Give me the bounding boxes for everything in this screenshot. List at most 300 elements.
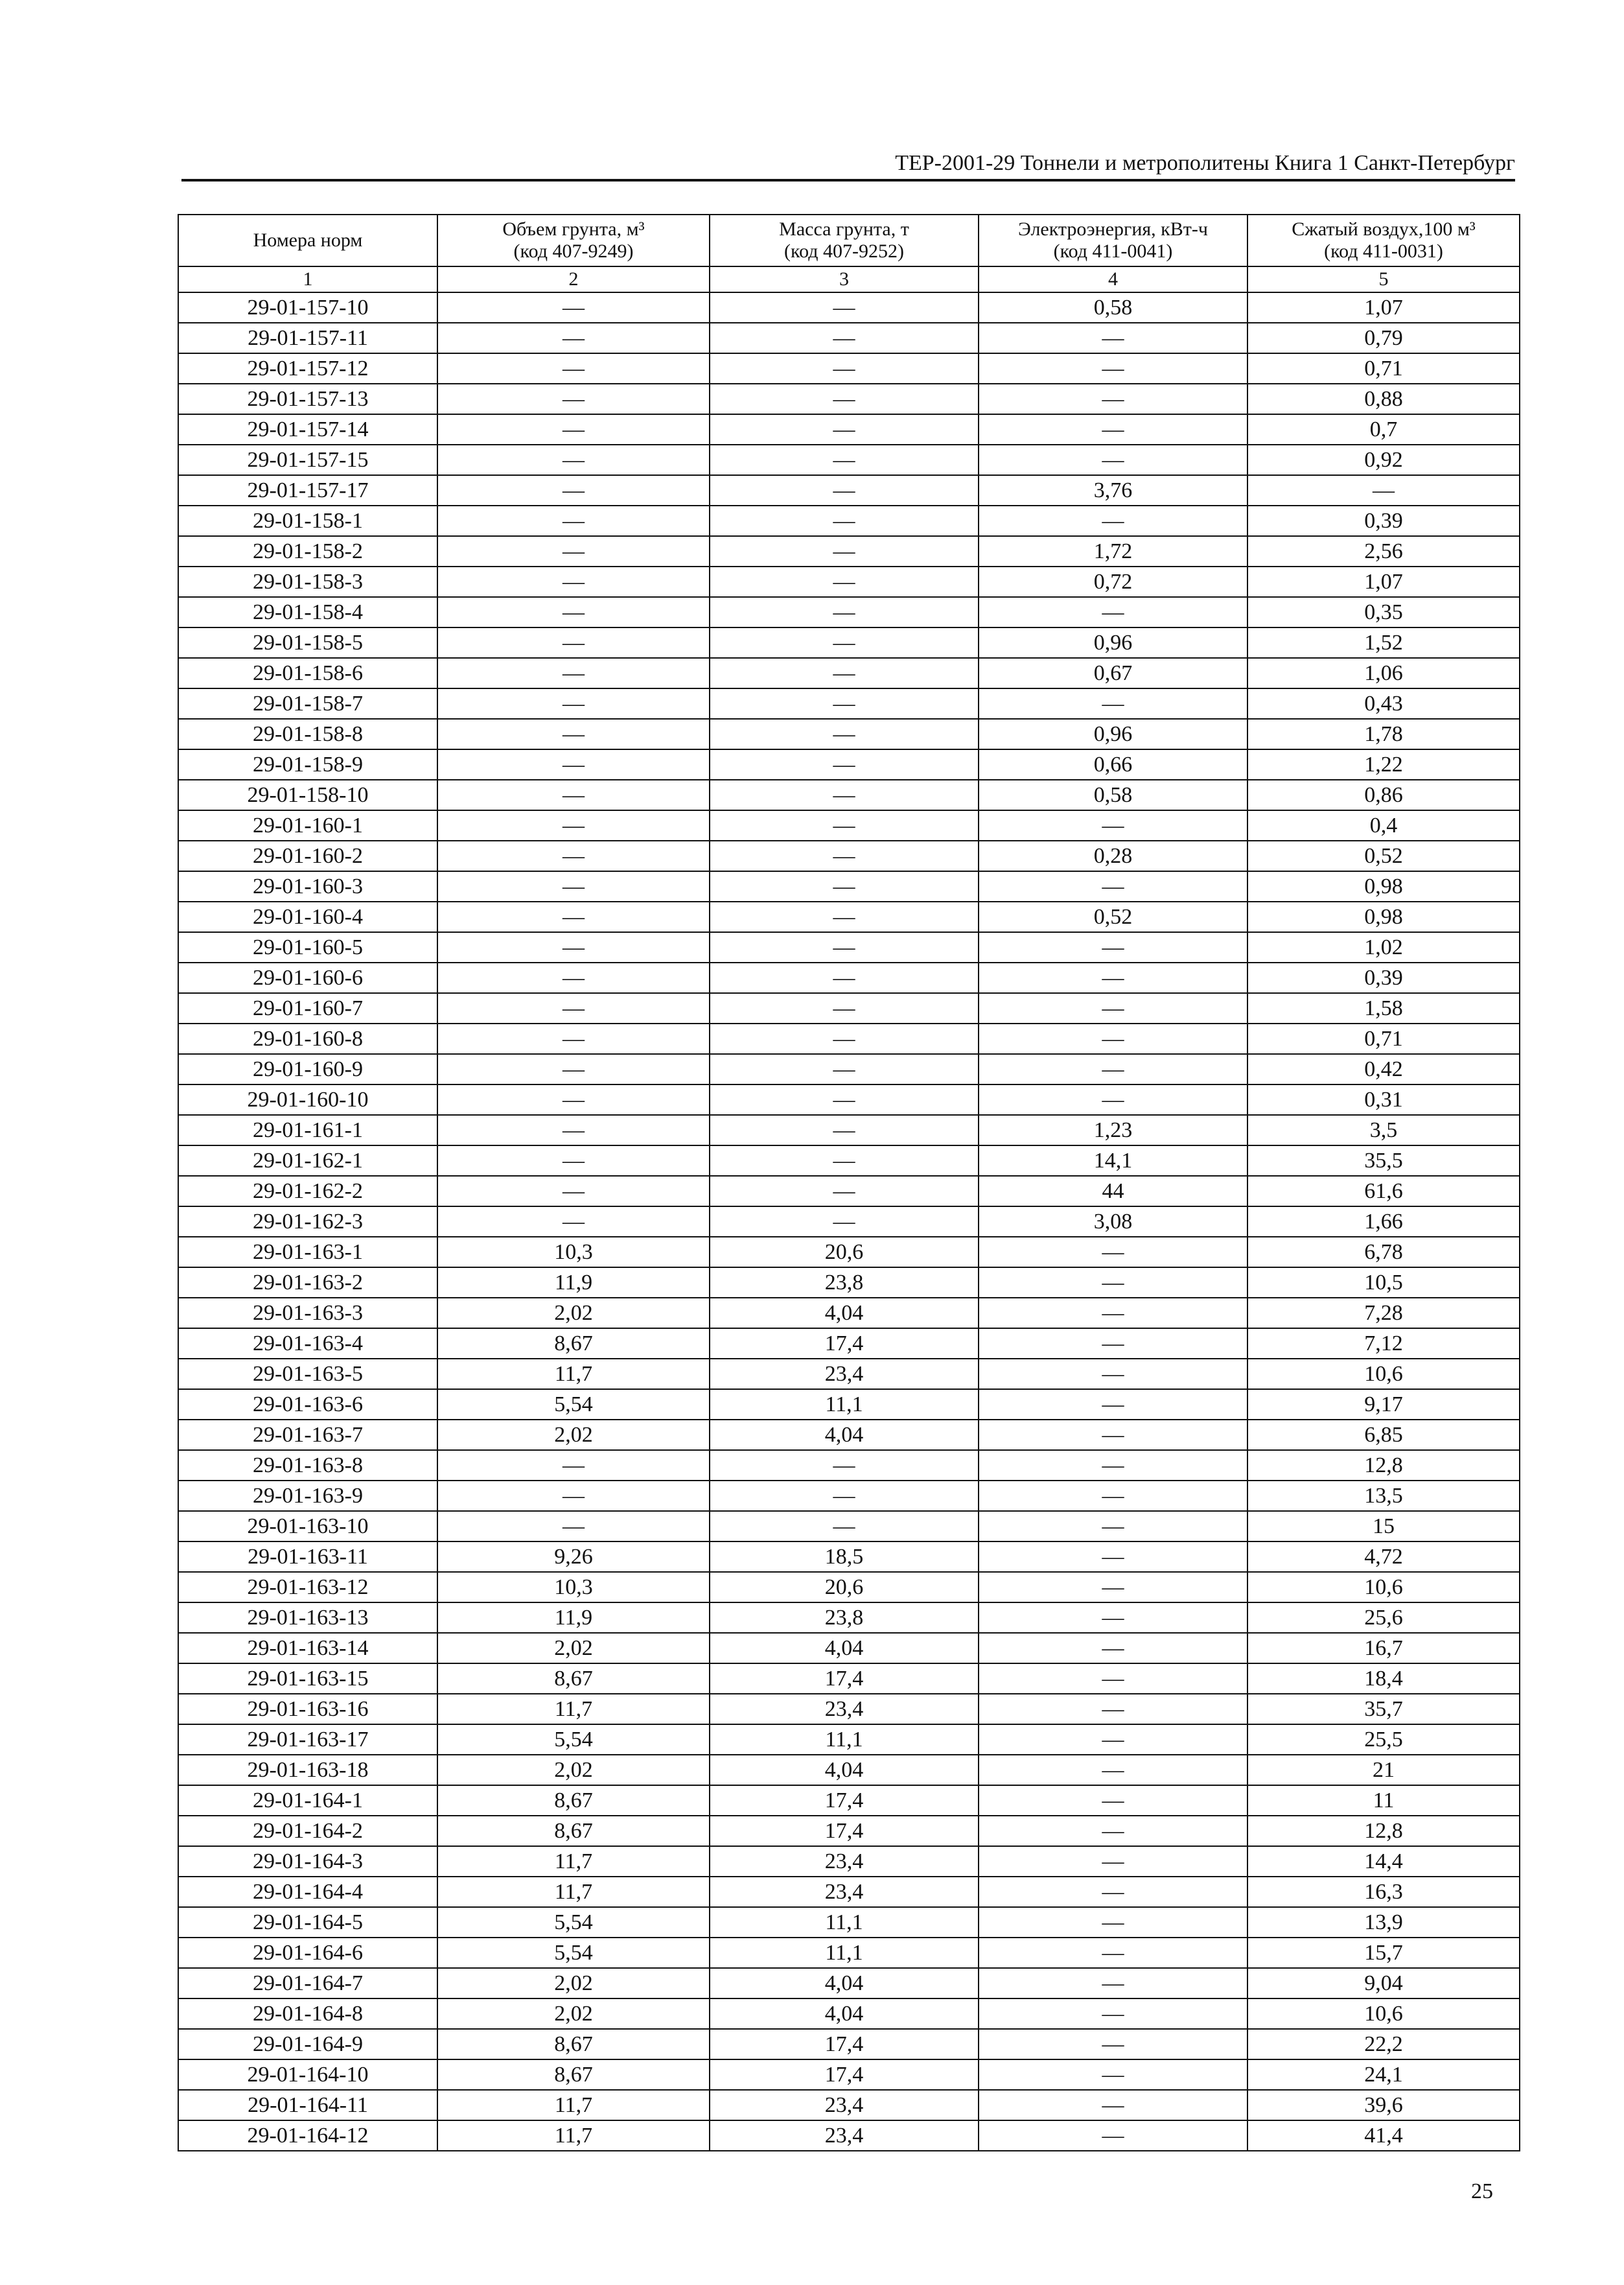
table-row [178, 1084, 1520, 1115]
table-row [178, 1724, 1520, 1755]
soil-mass-cell: — [710, 1024, 979, 1054]
soil-mass-cell: 23,4 [710, 1846, 979, 1877]
table-row [178, 1328, 1520, 1359]
compressed-air-cell: 6,78 [1247, 1237, 1520, 1267]
soil-volume-cell: — [437, 871, 710, 902]
norm-number-cell: 29-01-160-4 [178, 902, 437, 932]
soil-volume-cell: 11,7 [437, 1359, 710, 1389]
compressed-air-cell: 0,35 [1247, 597, 1520, 627]
soil-volume-cell: — [437, 1115, 710, 1145]
compressed-air-cell: 15 [1247, 1511, 1520, 1541]
norm-number-cell: 29-01-163-14 [178, 1633, 437, 1663]
electricity-cell: — [979, 1359, 1247, 1389]
soil-volume-cell: 10,3 [437, 1572, 710, 1602]
table-row [178, 1968, 1520, 1998]
compressed-air-cell: 0,7 [1247, 414, 1520, 445]
table-row [178, 993, 1520, 1024]
norm-number-cell: 29-01-164-10 [178, 2059, 437, 2090]
soil-volume-cell: — [437, 688, 710, 719]
norm-number-cell: 29-01-157-17 [178, 475, 437, 506]
norm-number-cell: 29-01-164-2 [178, 1816, 437, 1846]
table-row [178, 1877, 1520, 1907]
column-header-label: Сжатый воздух,100 м³ [1292, 218, 1476, 240]
electricity-cell: — [979, 1938, 1247, 1968]
table-row [178, 963, 1520, 993]
table-row [178, 1572, 1520, 1602]
soil-mass-cell: — [710, 292, 979, 323]
compressed-air-cell: 12,8 [1247, 1816, 1520, 1846]
compressed-air-cell: 13,5 [1247, 1481, 1520, 1511]
document-title: ТЕР-2001-29 Тоннели и метрополитены Книга 1 Санкт-Петербург [895, 151, 1515, 175]
norm-number-cell: 29-01-157-11 [178, 323, 437, 353]
soil-volume-cell: — [437, 627, 710, 658]
norm-number-cell: 29-01-164-7 [178, 1968, 437, 1998]
norm-number-cell: 29-01-160-8 [178, 1024, 437, 1054]
soil-mass-cell: — [710, 780, 979, 810]
soil-volume-cell: — [437, 597, 710, 627]
table-row [178, 292, 1520, 323]
soil-volume-cell: 2,02 [437, 1633, 710, 1663]
electricity-cell: 0,96 [979, 627, 1247, 658]
soil-mass-cell: — [710, 414, 979, 445]
table-row [178, 1389, 1520, 1420]
soil-mass-cell: 4,04 [710, 1298, 979, 1328]
column-header-code: (код 407-9252) [784, 240, 904, 262]
compressed-air-cell: 7,12 [1247, 1328, 1520, 1359]
electricity-cell: — [979, 810, 1247, 841]
compressed-air-cell: 3,5 [1247, 1115, 1520, 1145]
electricity-cell: — [979, 1328, 1247, 1359]
electricity-cell: 0,96 [979, 719, 1247, 749]
table-row [178, 871, 1520, 902]
electricity-cell: — [979, 1602, 1247, 1633]
compressed-air-cell: 1,52 [1247, 627, 1520, 658]
soil-volume-cell: 11,7 [437, 2120, 710, 2151]
compressed-air-cell: 0,43 [1247, 688, 1520, 719]
electricity-cell: — [979, 1633, 1247, 1663]
table-row [178, 1816, 1520, 1846]
compressed-air-cell: 7,28 [1247, 1298, 1520, 1328]
column-header-code: (код 407-9249) [513, 240, 634, 262]
soil-mass-cell: 4,04 [710, 1420, 979, 1450]
table-row [178, 1054, 1520, 1084]
compressed-air-cell: 6,85 [1247, 1420, 1520, 1450]
electricity-cell: — [979, 353, 1247, 384]
electricity-cell: — [979, 384, 1247, 414]
soil-mass-cell: — [710, 658, 979, 688]
norm-number-cell: 29-01-163-10 [178, 1511, 437, 1541]
soil-volume-cell: — [437, 1054, 710, 1084]
column-number: 3 [710, 266, 979, 292]
soil-mass-cell: 17,4 [710, 2029, 979, 2059]
soil-volume-cell: — [437, 658, 710, 688]
soil-volume-cell: 2,02 [437, 1420, 710, 1450]
document-header [181, 148, 1515, 182]
soil-mass-cell: — [710, 719, 979, 749]
electricity-cell: 3,76 [979, 475, 1247, 506]
soil-mass-cell: — [710, 841, 979, 871]
electricity-cell: 0,66 [979, 749, 1247, 780]
soil-mass-cell: 17,4 [710, 1816, 979, 1846]
compressed-air-cell: 14,4 [1247, 1846, 1520, 1877]
compressed-air-cell: 1,07 [1247, 567, 1520, 597]
soil-mass-cell: 17,4 [710, 1785, 979, 1816]
compressed-air-cell: 21 [1247, 1755, 1520, 1785]
column-number: 5 [1247, 266, 1520, 292]
soil-volume-cell: — [437, 749, 710, 780]
norm-number-cell: 29-01-157-13 [178, 384, 437, 414]
column-header-label: Объем грунта, м³ [502, 218, 645, 240]
compressed-air-cell: 0,31 [1247, 1084, 1520, 1115]
electricity-cell: — [979, 1816, 1247, 1846]
electricity-cell: — [979, 1420, 1247, 1450]
norm-number-cell: 29-01-164-12 [178, 2120, 437, 2151]
norm-number-cell: 29-01-163-18 [178, 1755, 437, 1785]
soil-mass-cell: — [710, 353, 979, 384]
norm-number-cell: 29-01-163-15 [178, 1663, 437, 1694]
norm-number-cell: 29-01-163-8 [178, 1450, 437, 1481]
column-number: 2 [437, 266, 710, 292]
soil-mass-cell: — [710, 597, 979, 627]
electricity-cell: — [979, 597, 1247, 627]
compressed-air-cell: 0,98 [1247, 902, 1520, 932]
norm-number-cell: 29-01-162-1 [178, 1145, 437, 1176]
soil-mass-cell: 4,04 [710, 1755, 979, 1785]
soil-mass-cell: 23,8 [710, 1602, 979, 1633]
compressed-air-cell: 1,02 [1247, 932, 1520, 963]
electricity-cell: — [979, 1785, 1247, 1816]
electricity-cell: — [979, 1998, 1247, 2029]
norm-number-cell: 29-01-158-10 [178, 780, 437, 810]
electricity-cell: — [979, 932, 1247, 963]
column-number: 4 [979, 266, 1247, 292]
table-row [178, 749, 1520, 780]
electricity-cell: — [979, 414, 1247, 445]
compressed-air-cell: 0,39 [1247, 963, 1520, 993]
soil-volume-cell: — [437, 567, 710, 597]
table-row [178, 1206, 1520, 1237]
soil-volume-cell: 11,7 [437, 1877, 710, 1907]
electricity-cell: — [979, 1541, 1247, 1572]
soil-mass-cell: — [710, 1481, 979, 1511]
table-row [178, 1511, 1520, 1541]
electricity-cell: — [979, 963, 1247, 993]
compressed-air-cell: 1,58 [1247, 993, 1520, 1024]
table-row [178, 2029, 1520, 2059]
table-row [178, 841, 1520, 871]
soil-volume-cell: 11,9 [437, 1267, 710, 1298]
compressed-air-cell: 35,5 [1247, 1145, 1520, 1176]
norm-number-cell: 29-01-161-1 [178, 1115, 437, 1145]
soil-volume-cell: — [437, 414, 710, 445]
electricity-cell: — [979, 1694, 1247, 1724]
norm-number-cell: 29-01-158-9 [178, 749, 437, 780]
soil-volume-cell: 2,02 [437, 1968, 710, 1998]
soil-volume-cell: — [437, 780, 710, 810]
compressed-air-cell: 1,78 [1247, 719, 1520, 749]
electricity-cell: — [979, 1267, 1247, 1298]
table-row [178, 1115, 1520, 1145]
table-row [178, 2090, 1520, 2120]
electricity-cell: 0,72 [979, 567, 1247, 597]
soil-mass-cell: — [710, 567, 979, 597]
compressed-air-cell: 0,42 [1247, 1054, 1520, 1084]
soil-volume-cell: — [437, 475, 710, 506]
electricity-cell: 0,58 [979, 780, 1247, 810]
soil-volume-cell: 10,3 [437, 1237, 710, 1267]
electricity-cell: — [979, 1237, 1247, 1267]
electricity-cell: — [979, 1084, 1247, 1115]
table-row [178, 1481, 1520, 1511]
soil-volume-cell: — [437, 323, 710, 353]
soil-volume-cell: 2,02 [437, 1755, 710, 1785]
soil-mass-cell: 23,4 [710, 1359, 979, 1389]
electricity-cell: 1,72 [979, 536, 1247, 567]
soil-volume-cell: 11,9 [437, 1602, 710, 1633]
soil-mass-cell: 23,4 [710, 1694, 979, 1724]
table-row [178, 627, 1520, 658]
soil-volume-cell: — [437, 932, 710, 963]
norm-number-cell: 29-01-164-1 [178, 1785, 437, 1816]
column-header [1247, 215, 1520, 266]
table-row [178, 932, 1520, 963]
table-row [178, 1267, 1520, 1298]
column-header [178, 215, 437, 266]
norm-number-cell: 29-01-157-10 [178, 292, 437, 323]
soil-mass-cell: 11,1 [710, 1724, 979, 1755]
norm-number-cell: 29-01-158-8 [178, 719, 437, 749]
norm-number-cell: 29-01-158-3 [178, 567, 437, 597]
electricity-cell: 14,1 [979, 1145, 1247, 1176]
compressed-air-cell: 0,71 [1247, 1024, 1520, 1054]
norm-number-cell: 29-01-160-2 [178, 841, 437, 871]
soil-mass-cell: 11,1 [710, 1938, 979, 1968]
column-header [437, 215, 710, 266]
column-header-label: Масса грунта, т [779, 218, 909, 240]
soil-volume-cell: — [437, 506, 710, 536]
table-row [178, 445, 1520, 475]
compressed-air-cell: 13,9 [1247, 1907, 1520, 1938]
soil-volume-cell: — [437, 993, 710, 1024]
table-row [178, 1237, 1520, 1267]
norm-number-cell: 29-01-163-13 [178, 1602, 437, 1633]
soil-mass-cell: — [710, 1054, 979, 1084]
compressed-air-cell: 1,06 [1247, 658, 1520, 688]
electricity-cell: — [979, 1907, 1247, 1938]
compressed-air-cell: 0,71 [1247, 353, 1520, 384]
soil-mass-cell: — [710, 932, 979, 963]
compressed-air-cell: 10,6 [1247, 1359, 1520, 1389]
compressed-air-cell: 25,5 [1247, 1724, 1520, 1755]
norm-number-cell: 29-01-163-9 [178, 1481, 437, 1511]
compressed-air-cell: — [1247, 475, 1520, 506]
electricity-cell: — [979, 1024, 1247, 1054]
table-row [178, 1938, 1520, 1968]
table-row [178, 1785, 1520, 1816]
compressed-air-cell: 15,7 [1247, 1938, 1520, 1968]
soil-mass-cell: 17,4 [710, 2059, 979, 2090]
electricity-cell: — [979, 1511, 1247, 1541]
soil-volume-cell: 5,54 [437, 1389, 710, 1420]
table-row [178, 1024, 1520, 1054]
soil-mass-cell: — [710, 810, 979, 841]
norm-number-cell: 29-01-160-7 [178, 993, 437, 1024]
table-header-row [178, 215, 1520, 266]
compressed-air-cell: 22,2 [1247, 2029, 1520, 2059]
electricity-cell: — [979, 1481, 1247, 1511]
norm-number-cell: 29-01-162-3 [178, 1206, 437, 1237]
table-row [178, 475, 1520, 506]
compressed-air-cell: 10,5 [1247, 1267, 1520, 1298]
soil-mass-cell: 4,04 [710, 1633, 979, 1663]
soil-volume-cell: 5,54 [437, 1907, 710, 1938]
compressed-air-cell: 16,7 [1247, 1633, 1520, 1663]
soil-mass-cell: 23,4 [710, 2090, 979, 2120]
norm-number-cell: 29-01-164-5 [178, 1907, 437, 1938]
soil-mass-cell: — [710, 1084, 979, 1115]
column-header-code: (код 411-0031) [1324, 240, 1443, 262]
norm-number-cell: 29-01-164-9 [178, 2029, 437, 2059]
soil-volume-cell: — [437, 719, 710, 749]
norm-number-cell: 29-01-158-2 [178, 536, 437, 567]
compressed-air-cell: 0,86 [1247, 780, 1520, 810]
soil-mass-cell: — [710, 1176, 979, 1206]
electricity-cell: — [979, 688, 1247, 719]
norm-number-cell: 29-01-163-1 [178, 1237, 437, 1267]
electricity-cell: 44 [979, 1176, 1247, 1206]
compressed-air-cell: 10,6 [1247, 1572, 1520, 1602]
norm-number-cell: 29-01-157-15 [178, 445, 437, 475]
norm-number-cell: 29-01-164-4 [178, 1877, 437, 1907]
table-row [178, 1420, 1520, 1450]
compressed-air-cell: 25,6 [1247, 1602, 1520, 1633]
column-header-code: (код 411-0041) [1053, 240, 1173, 262]
norm-number-cell: 29-01-158-1 [178, 506, 437, 536]
table-row [178, 1359, 1520, 1389]
soil-volume-cell: 5,54 [437, 1724, 710, 1755]
norm-number-cell: 29-01-158-6 [178, 658, 437, 688]
soil-volume-cell: — [437, 1206, 710, 1237]
soil-volume-cell: — [437, 963, 710, 993]
norm-number-cell: 29-01-164-3 [178, 1846, 437, 1877]
norm-number-cell: 29-01-158-5 [178, 627, 437, 658]
table-row [178, 1176, 1520, 1206]
table-row [178, 414, 1520, 445]
compressed-air-cell: 18,4 [1247, 1663, 1520, 1694]
compressed-air-cell: 1,66 [1247, 1206, 1520, 1237]
soil-volume-cell: — [437, 1145, 710, 1176]
norm-number-cell: 29-01-163-12 [178, 1572, 437, 1602]
norm-number-cell: 29-01-163-7 [178, 1420, 437, 1450]
soil-mass-cell: — [710, 323, 979, 353]
column-number-row [178, 266, 1520, 292]
soil-volume-cell: — [437, 536, 710, 567]
soil-mass-cell: 20,6 [710, 1572, 979, 1602]
compressed-air-cell: 0,98 [1247, 871, 1520, 902]
column-header-label: Электроэнергия, кВт-ч [1018, 218, 1208, 240]
table-row [178, 1907, 1520, 1938]
norm-number-cell: 29-01-160-5 [178, 932, 437, 963]
table-row [178, 1633, 1520, 1663]
soil-volume-cell: 8,67 [437, 2029, 710, 2059]
soil-mass-cell: — [710, 1206, 979, 1237]
norm-number-cell: 29-01-163-16 [178, 1694, 437, 1724]
table-row [178, 1541, 1520, 1572]
compressed-air-cell: 16,3 [1247, 1877, 1520, 1907]
norm-number-cell: 29-01-158-7 [178, 688, 437, 719]
table-row [178, 323, 1520, 353]
table-row [178, 719, 1520, 749]
electricity-cell: — [979, 2120, 1247, 2151]
compressed-air-cell: 24,1 [1247, 2059, 1520, 2090]
compressed-air-cell: 0,39 [1247, 506, 1520, 536]
compressed-air-cell: 2,56 [1247, 536, 1520, 567]
table-row [178, 1298, 1520, 1328]
soil-mass-cell: — [710, 871, 979, 902]
table-row [178, 2120, 1520, 2151]
soil-mass-cell: — [710, 963, 979, 993]
table-row [178, 1755, 1520, 1785]
table-row [178, 688, 1520, 719]
electricity-cell: — [979, 2059, 1247, 2090]
soil-volume-cell: 9,26 [437, 1541, 710, 1572]
soil-volume-cell: 8,67 [437, 1785, 710, 1816]
soil-mass-cell: — [710, 1511, 979, 1541]
column-number: 1 [178, 266, 437, 292]
norm-number-cell: 29-01-160-1 [178, 810, 437, 841]
soil-volume-cell: — [437, 384, 710, 414]
compressed-air-cell: 0,52 [1247, 841, 1520, 871]
norm-number-cell: 29-01-163-6 [178, 1389, 437, 1420]
electricity-cell: — [979, 506, 1247, 536]
compressed-air-cell: 41,4 [1247, 2120, 1520, 2151]
soil-mass-cell: 23,8 [710, 1267, 979, 1298]
compressed-air-cell: 0,92 [1247, 445, 1520, 475]
compressed-air-cell: 9,04 [1247, 1968, 1520, 1998]
soil-mass-cell: 4,04 [710, 1998, 979, 2029]
compressed-air-cell: 11 [1247, 1785, 1520, 1816]
table-row [178, 536, 1520, 567]
soil-volume-cell: — [437, 1176, 710, 1206]
soil-volume-cell: 11,7 [437, 1694, 710, 1724]
electricity-cell: — [979, 2029, 1247, 2059]
soil-mass-cell: 23,4 [710, 2120, 979, 2151]
norm-number-cell: 29-01-160-9 [178, 1054, 437, 1084]
electricity-cell: — [979, 323, 1247, 353]
table-row [178, 780, 1520, 810]
soil-volume-cell: — [437, 1511, 710, 1541]
column-header-label: Номера норм [253, 229, 363, 251]
table-row [178, 384, 1520, 414]
table-row [178, 597, 1520, 627]
norm-number-cell: 29-01-160-10 [178, 1084, 437, 1115]
soil-mass-cell: — [710, 1115, 979, 1145]
compressed-air-cell: 0,79 [1247, 323, 1520, 353]
soil-volume-cell: 2,02 [437, 1298, 710, 1328]
soil-volume-cell: — [437, 841, 710, 871]
compressed-air-cell: 0,4 [1247, 810, 1520, 841]
soil-volume-cell: — [437, 1084, 710, 1115]
soil-volume-cell: — [437, 292, 710, 323]
soil-volume-cell: — [437, 810, 710, 841]
page-number: 25 [1471, 2179, 1493, 2203]
soil-volume-cell: — [437, 1450, 710, 1481]
electricity-cell: 0,58 [979, 292, 1247, 323]
norm-number-cell: 29-01-157-14 [178, 414, 437, 445]
electricity-cell: 1,23 [979, 1115, 1247, 1145]
soil-volume-cell: 8,67 [437, 1816, 710, 1846]
compressed-air-cell: 9,17 [1247, 1389, 1520, 1420]
